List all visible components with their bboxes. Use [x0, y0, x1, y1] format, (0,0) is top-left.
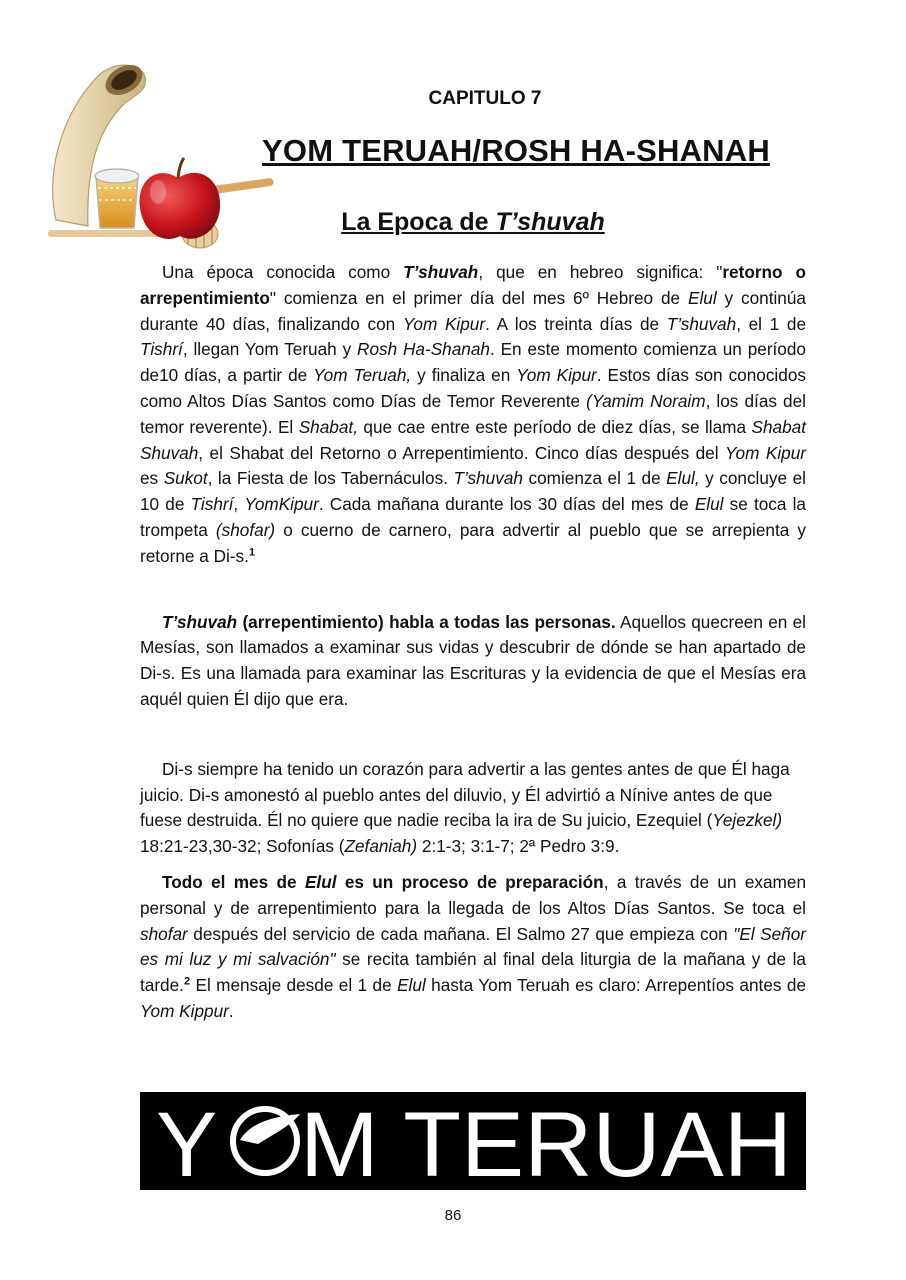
text-run: T’shuvah — [403, 262, 479, 282]
text-run: Elul — [694, 494, 724, 515]
text-run: YomKipur — [244, 494, 319, 515]
text-run: . — [228, 1000, 234, 1021]
text-run: (Yamim Noraim — [586, 390, 706, 411]
text-run: T’shuvah — [162, 611, 238, 632]
text-run: Yejezkel) — [712, 810, 783, 831]
text-run: . A los treinta días de — [485, 313, 667, 334]
text-run: retorno o arrepentimiento — [140, 262, 806, 308]
text-run: Shabat Shuvah — [140, 416, 806, 463]
yom-teruah-banner — [140, 1092, 806, 1190]
text-run: . Estos días son conocidos como Altos Días Santos como Días de Temor Reverente — [140, 365, 806, 411]
text-run: Aquellos quecreen en el Mesías, son llamados a examinar sus vidas y descubrir de dónde se han apartado de Di-s. Es una llamada para examinar las Escrituras y la evidencia de que el Mesías era aquél quien Él dijo que era. — [140, 611, 806, 709]
subtitle-text: La Epoca de — [341, 208, 496, 236]
text-run: Shabat, — [298, 416, 358, 437]
text-run: , que en hebreo significa: " — [478, 262, 723, 282]
text-run: , los días del temor reverente). El — [140, 390, 806, 437]
text-run: es — [140, 468, 164, 489]
text-run: , — [233, 494, 245, 515]
text-run: Todo el mes de — [162, 871, 305, 892]
text-run: Rosh Ha-Shanah — [357, 339, 490, 360]
text-run: Sukot — [163, 468, 208, 489]
text-run: T’shuvah — [666, 313, 737, 334]
section-subtitle — [300, 208, 646, 237]
text-run: , la Fiesta de los Tabernáculos. — [207, 468, 454, 489]
text-run: Zefaniah) — [344, 836, 418, 857]
text-run: Yom Kippur — [140, 1000, 229, 1021]
text-run: (shofar) — [215, 519, 276, 540]
paragraph — [140, 757, 806, 860]
text-run: Una época conocida como — [162, 262, 404, 282]
apple-icon — [139, 158, 220, 239]
text-run: Tishrí — [190, 494, 234, 515]
text-run: hasta Yom Teruah es claro: Arrepentíos antes de — [425, 975, 807, 996]
text-run: , llegan Yom Teruah y — [182, 339, 358, 360]
text-run: se toca la trompeta — [140, 494, 806, 540]
text-run: Elul — [304, 871, 337, 892]
text-run: "El Señor es mi luz y mi salvación" — [140, 923, 806, 970]
text-run: , el 1 de — [736, 313, 807, 334]
banner-letter-y: Y — [156, 1094, 218, 1190]
text-run: Di-s siempre ha tenido un corazón para advertir a las gentes antes de que Él haga juicio. Di-s amonestó al pueblo antes del diluvio, y Él advirtió a Nínive antes de que fuese destruida. Él no quiere que nadie reciba la ira de Su juicio, Ezequiel ( — [140, 758, 790, 831]
text-run: Elul — [397, 975, 426, 996]
text-run: Elul, — [666, 468, 700, 489]
page-title: YOM TERUAH/ROSH HA-SHANAH — [262, 133, 770, 168]
text-run: , a través de un examen personal y de arrepentimiento para la llegada de los Altos Días Santos. Se toca el — [140, 871, 806, 918]
text-run: se recita también al final dela liturgia de la mañana y de la tarde. — [140, 949, 806, 996]
honey-jar-icon — [95, 169, 139, 228]
text-run: Yom Teruah, — [313, 365, 412, 386]
text-run: que cae entre este período de diez días, se llama — [357, 416, 752, 437]
text-run: " comienza en el primer día del mes 6º Hebreo de — [269, 287, 688, 308]
text-run: Yom Kipur — [725, 442, 806, 463]
text-run: Yom Kipur — [402, 313, 486, 334]
text-run: , el Shabat del Retorno o Arrepentimiento. Cinco días después del — [198, 442, 726, 463]
text-run: o cuerno de carnero, para advertir al pueblo que se arrepienta y retorne a Di-s. — [140, 519, 806, 566]
text-run: T’shuvah — [453, 468, 523, 489]
text-run: 18:21-23,30-32; Sofonías ( — [140, 836, 345, 857]
text-run: El mensaje desde el 1 de — [190, 975, 398, 996]
text-run: 2:1-3; 3:1-7; 2ª Pedro 3:9. — [417, 836, 620, 857]
text-run: . Cada mañana durante los 30 días del mes de — [318, 494, 695, 515]
page-number: 86 — [444, 1207, 462, 1224]
text-run: Yom Kipur — [516, 365, 597, 386]
text-run: (arrepentimiento) habla a todas las personas. — [237, 611, 616, 632]
paragraph — [140, 260, 806, 570]
body-text — [140, 260, 806, 1025]
text-run: y concluye el 10 de — [140, 468, 806, 515]
banner-text: M TERUAH — [300, 1094, 792, 1190]
text-run: shofar — [140, 923, 188, 944]
text-run: . En este momento comienza un período de10 días, a partir de — [140, 339, 806, 386]
text-run: y continúa durante 40 días, finalizando con — [140, 287, 806, 334]
subtitle-italic: T’shuvah — [495, 208, 605, 236]
text-run: comienza el 1 de — [522, 468, 667, 489]
text-run: es un proceso de preparación — [336, 871, 604, 892]
paragraph — [140, 870, 806, 1025]
footnote-ref: 1 — [248, 546, 256, 559]
footnote-ref: 2 — [183, 975, 191, 988]
text-run: Tishrí — [140, 339, 183, 360]
text-run: después del servicio de cada mañana. El Salmo 27 que empieza con — [187, 923, 734, 944]
paragraph — [140, 610, 806, 713]
text-run: Elul — [687, 287, 717, 308]
text-run: y finaliza en — [411, 365, 517, 386]
chapter-label: CAPITULO 7 — [428, 88, 542, 109]
